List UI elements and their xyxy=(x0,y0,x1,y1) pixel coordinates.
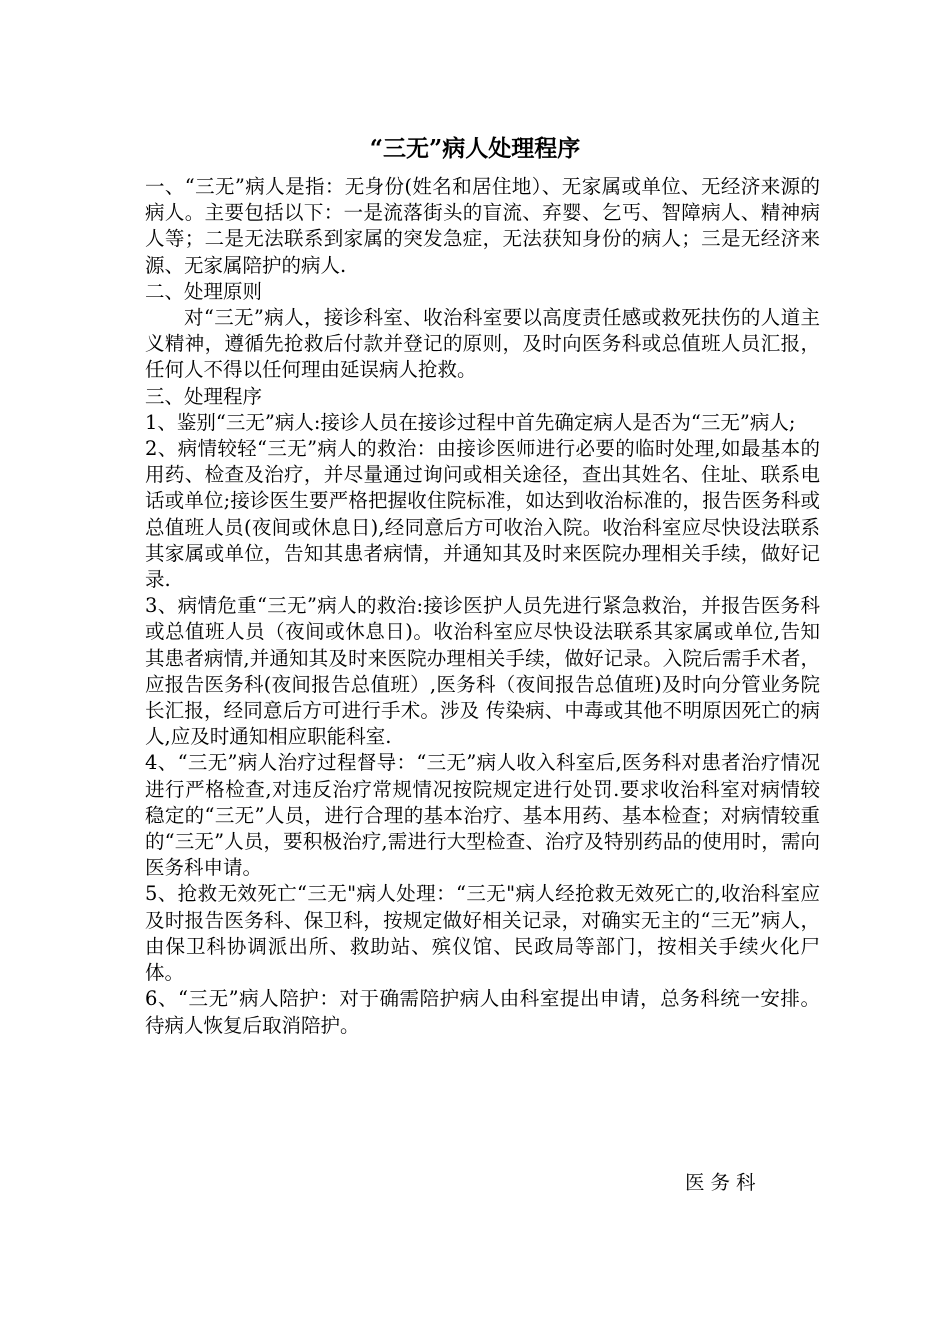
section-heading-principles: 二、处理原则 xyxy=(145,279,263,303)
paragraph-definition: 一、“三无”病人是指：无身份(姓名和居住地）、无家属或单位、无经济来源的病人。主要包括以下：一是流落街头的盲流、弃婴、乞丐、智障病人、精神病人等；二是无法联系到家属的突发急症，无法获知身份的病人；三是无经济来源、无家属陪护的病人. xyxy=(145,175,820,277)
paragraph-step-2: 2、病情较轻“三无”病人的救治：由接诊医师进行必要的临时处理,如最基本的用药、检查及治疗，并尽量通过询问或相关途径，查出其姓名、住址、联系电话或单位;接诊医生要严格把握收住院标准，如达到收治标准的，报告医务科或总值班人员(夜间或休息日),经同意后方可收治入院。收治科室应尽快设法联系其家属或单位，告知其患者病情，并通知其及时来医院办理相关手续，做好记录. xyxy=(145,437,820,592)
paragraph-step-4: 4、“三无”病人治疗过程督导：“三无”病人收入科室后,医务科对患者治疗情况进行严格检查,对违反治疗常规情况按院规定进行处罚.要求收治科室对病情较稳定的“三无”人员，进行合理的基本治疗、基本用药、基本检查；对病情较重的“三无”人员，要积极治疗,需进行大型检查、治疗及特别药品的使用时，需向医务科申请。 xyxy=(145,751,820,880)
paragraph-step-6: 6、“三无”病人陪护：对于确需陪护病人由科室提出申请，总务科统一安排。待病人恢复后取消陪护。 xyxy=(145,987,820,1037)
document-title: “三无”病人处理程序 xyxy=(369,135,581,162)
paragraph-step-5: 5、抢救无效死亡“三无"病人处理：“三无"病人经抢救无效死亡的,收治科室应及时报告医务科、保卫科，按规定做好相关记录，对确实无主的“三无”病人，由保卫科协调派出所、救助站、殡仪馆、民政局等部门，按相关手续火化尸体。 xyxy=(145,882,820,985)
paragraph-step-3: 3、病情危重“三无”病人的救治:接诊医护人员先进行紧急救治，并报告医务科或总值班人员（夜间或休息日)。收治科室应尽快设法联系其家属或单位,告知其患者病情,并通知其及时来医院办理相关手续，做好记录。入院后需手术者，应报告医务科(夜间报告总值班）,医务科（夜间报告总值班)及时向分管业务院长汇报，经同意后方可进行手术。涉及 传染病、中毒或其他不明原因死亡的病人,应及时通知相应职能科室. xyxy=(145,594,820,749)
document-signature: 医务科 xyxy=(685,1171,762,1194)
section-heading-procedure: 三、处理程序 xyxy=(145,384,263,408)
paragraph-principles: 对“三无”病人，接诊科室、收治科室要以高度责任感或救死扶伤的人道主义精神，遵循先抢救后付款并登记的原则，及时向医务科或总值班人员汇报，任何人不得以任何理由延误病人抢救。 xyxy=(145,306,820,382)
paragraph-step-1: 1、鉴别“三无”病人:接诊人员在接诊过程中首先确定病人是否为“三无”病人; xyxy=(145,410,796,434)
document-body xyxy=(145,174,820,1039)
